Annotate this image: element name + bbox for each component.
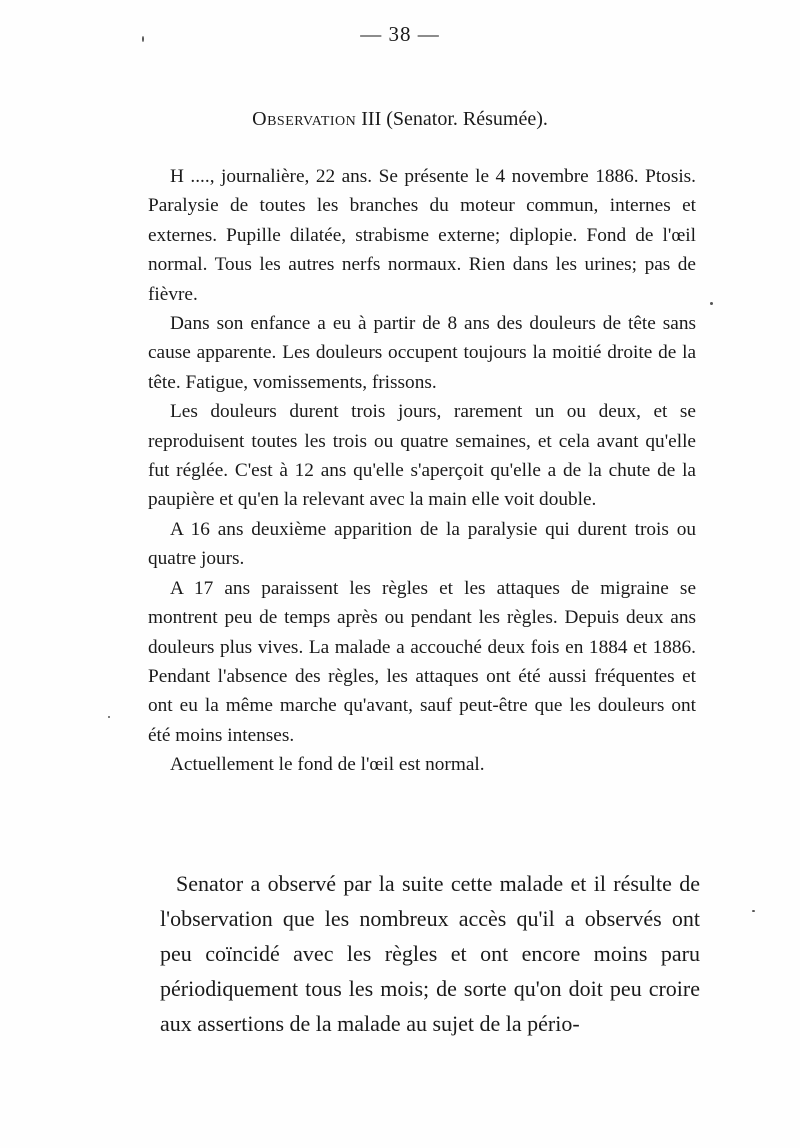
observation-paragraph: Les douleurs durent trois jours, rarement un ou deux, et se reproduisent toutes les trois ou quatre semaines, et cela avant qu'elle fut réglée. C'est à 12 ans qu'elle s'aperçoit qu'elle a de la chute de la paupière et qu'en la relevant avec la main elle voit double.	[148, 401, 696, 511]
observation-paragraph: Actuellement le fond de l'œil est normal.	[170, 754, 485, 776]
scan-speck	[108, 716, 110, 718]
scan-speck	[142, 36, 144, 42]
page-number: — 38 —	[360, 22, 440, 46]
observation-heading	[0, 108, 800, 131]
scan-speck	[752, 910, 755, 912]
observation-body	[148, 162, 696, 780]
observation-heading-rest: III (Senator. Résumée).	[356, 108, 548, 130]
observation-paragraph: A 16 ans deuxième apparition de la paralysie qui durent trois ou quatre jours.	[148, 518, 696, 570]
main-text	[160, 866, 700, 1041]
scan-speck	[710, 302, 713, 305]
observation-paragraph: H ...., journalière, 22 ans. Se présente le 4 novembre 1886. Ptosis. Paralysie de toutes les branches du moteur commun, internes et externes. Pupille dilatée, strabisme externe; diplopie. Fond de l'œil normal. Tous les autres nerfs normaux. Rien dans les urines; pas de fièvre.	[148, 166, 696, 305]
observation-paragraph: Dans son enfance a eu à partir de 8 ans des douleurs de tête sans cause apparente. Les douleurs occupent toujours la moitié droite de la tête. Fatigue, vomissements, frissons.	[148, 313, 696, 393]
observation-paragraph: A 17 ans paraissent les règles et les attaques de migraine se montrent peu de temps après ou pendant les règles. Depuis deux ans douleurs plus vives. La malade a accouché deux fois en 1884 et 1886. Pendant l'absence des règles, les attaques ont été aussi fréquentes et ont eu la même marche qu'avant, sauf peut-être que les douleurs ont été moins intenses.	[148, 577, 696, 746]
main-paragraph: Senator a observé par la suite cette malade et il résulte de l'observation que les nombreux accès qu'il a observés ont peu coïncidé avec les règles et ont encore moins paru périodiquement tous les mois; de sorte qu'on doit peu croire aux assertions de la malade au sujet de la pério-	[160, 871, 700, 1036]
observation-heading-label: Observation	[252, 108, 357, 130]
